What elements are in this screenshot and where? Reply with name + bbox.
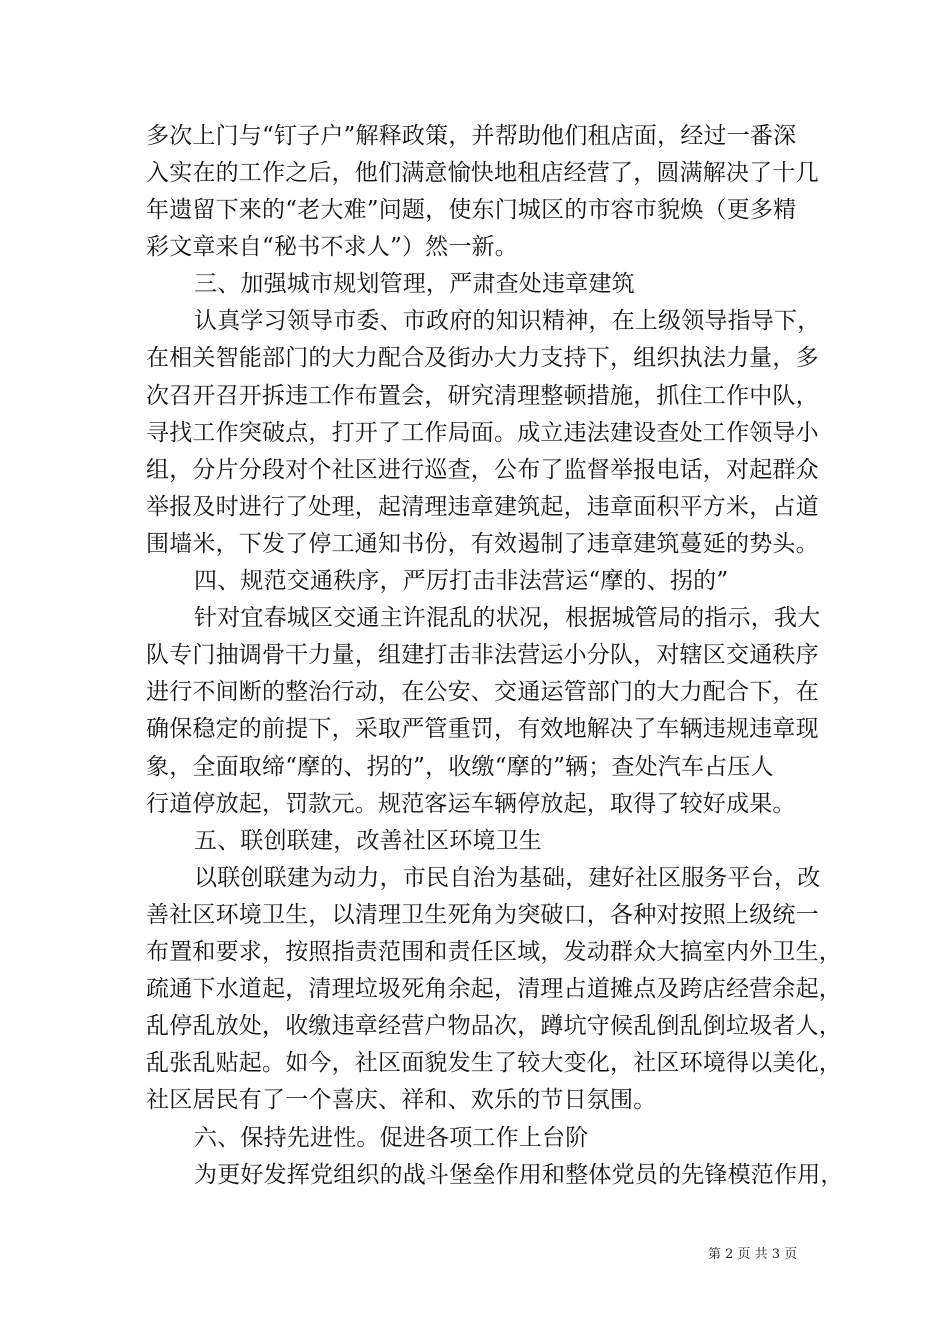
body-text-line: 在相关智能部门的大力配合及街办大力支持下，组织执法力量，多 [146,345,819,371]
body-text-line: 寻找工作突破点，打开了工作局面。成立违法建设查处工作领导小 [146,420,819,446]
body-text-line: 队专门抽调骨干力量，组建打击非法营运小分队，对辖区交通秩序 [146,642,819,668]
body-text-line: 组，分片分段对个社区进行巡查，公布了监督举报电话，对起群众 [146,457,819,483]
body-text-line: 举报及时进行了处理，起清理违章建筑起，违章面积平方米，占道 [146,494,819,520]
section-heading: 三、加强城市规划管理，严肃查处违章建筑 [194,271,635,297]
body-text-line: 确保稳定的前提下，采取严管重罚，有效地解决了车辆违规违章现 [146,716,819,742]
section-heading: 五、联创联建，改善社区环境卫生 [194,828,542,854]
body-text-line: 进行不间断的整治行动，在公安、交通运管部门的大力配合下，在 [146,679,819,705]
paragraph-first-line: 认真学习领导市委、市政府的知识精神，在上级领导指导下， [194,308,821,334]
body-text-line: 多次上门与“钉子户”解释政策，并帮助他们租店面，经过一番深 [146,123,797,149]
body-text-line: 疏通下水道起，清理垃圾死角余起，清理占道摊点及跨店经营余起， [146,976,842,1002]
body-text-line: 次召开召开拆违工作布置会，研究清理整顿措施，抓住工作中队， [146,383,819,409]
body-text-line: 围墙米，下发了停工通知书份，有效遏制了违章建筑蔓延的势头。 [146,531,819,557]
body-text-line: 年遗留下来的“老大难”问题，使东门城区的市容市貌焕（更多精 [146,197,797,223]
page-number-footer: 第 2 页 共 3 页 [708,1247,798,1262]
body-text-line: 入实在的工作之后，他们满意愉快地租店经营了，圆满解决了十几 [146,160,819,186]
paragraph-first-line: 为更好发挥党组织的战斗堡垒作用和整体党员的先锋模范作用， [194,1162,844,1188]
body-text-line: 行道停放起，罚款元。规范客运车辆停放起，取得了较好成果。 [146,791,796,817]
body-text-line: 彩文章来自“秘书不求人”）然一新。 [146,234,518,260]
section-heading: 六、保持先进性。促进各项工作上台阶 [194,1125,589,1151]
paragraph-first-line: 针对宜春城区交通主许混乱的状况，根据城管局的指示，我大 [194,605,821,631]
body-text-line: 象，全面取缔“摩的、拐的”，收缴“摩的”辆；查处汽车占压人 [146,754,774,780]
section-heading: 四、规范交通秩序，严厉打击非法营运“摩的、拐的” [194,568,729,594]
body-text-line: 乱停乱放处，收缴违章经营户物品次，蹲坑守候乱倒乱倒垃圾者人， [146,1013,842,1039]
body-text-line: 社区居民有了一个喜庆、祥和、欢乐的节日氛围。 [146,1087,657,1113]
body-text-line: 乱张乱贴起。如今，社区面貌发生了较大变化，社区环境得以美化， [146,1050,842,1076]
body-text-line: 布置和要求，按照指责范围和责任区域，发动群众大搞室内外卫生， [146,939,842,965]
body-text-line: 善社区环境卫生，以清理卫生死角为突破口，各种对按照上级统一 [146,902,819,928]
paragraph-first-line: 以联创联建为动力，市民自治为基础，建好社区服务平台，改 [194,865,821,891]
